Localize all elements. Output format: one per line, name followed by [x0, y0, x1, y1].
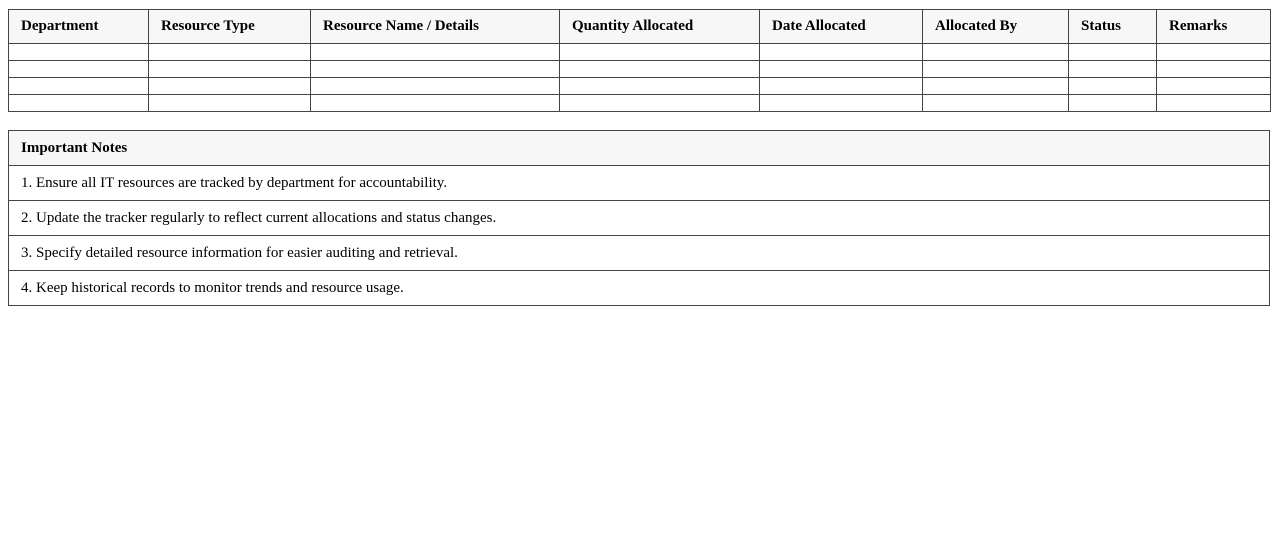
notes-title: Important Notes: [9, 131, 1270, 166]
cell-resource-name[interactable]: [311, 78, 560, 95]
cell-department[interactable]: [9, 61, 149, 78]
table-row: [9, 61, 1271, 78]
note-row: [9, 201, 1270, 236]
cell-status[interactable]: [1069, 78, 1157, 95]
cell-department[interactable]: [9, 78, 149, 95]
cell-allocated-by[interactable]: [923, 44, 1069, 61]
note-item: 1. Ensure all IT resources are tracked by department for accountability.: [9, 166, 1270, 201]
cell-allocated-by[interactable]: [923, 78, 1069, 95]
table-header-row: [9, 10, 1271, 44]
cell-remarks[interactable]: [1157, 61, 1271, 78]
column-header-allocated-by: Allocated By: [923, 10, 1069, 44]
cell-status[interactable]: [1069, 95, 1157, 112]
cell-date[interactable]: [760, 95, 923, 112]
cell-date[interactable]: [760, 44, 923, 61]
note-item: 2. Update the tracker regularly to reflect current allocations and status changes.: [9, 201, 1270, 236]
cell-department[interactable]: [9, 44, 149, 61]
cell-resource-name[interactable]: [311, 95, 560, 112]
cell-department[interactable]: [9, 95, 149, 112]
cell-quantity[interactable]: [560, 95, 760, 112]
column-header-quantity: Quantity Allocated: [560, 10, 760, 44]
cell-resource-type[interactable]: [149, 44, 311, 61]
cell-resource-name[interactable]: [311, 44, 560, 61]
cell-date[interactable]: [760, 78, 923, 95]
column-header-date: Date Allocated: [760, 10, 923, 44]
cell-allocated-by[interactable]: [923, 95, 1069, 112]
cell-remarks[interactable]: [1157, 78, 1271, 95]
table-row: [9, 78, 1271, 95]
table-row: [9, 95, 1271, 112]
column-header-remarks: Remarks: [1157, 10, 1271, 44]
note-row: [9, 271, 1270, 306]
column-header-status: Status: [1069, 10, 1157, 44]
cell-allocated-by[interactable]: [923, 61, 1069, 78]
column-header-department: Department: [9, 10, 149, 44]
cell-status[interactable]: [1069, 61, 1157, 78]
resource-tracker-table: [8, 9, 1271, 112]
cell-resource-type[interactable]: [149, 61, 311, 78]
notes-header-row: [9, 131, 1270, 166]
cell-resource-type[interactable]: [149, 78, 311, 95]
important-notes-table: [8, 130, 1270, 306]
column-header-resource-type: Resource Type: [149, 10, 311, 44]
cell-resource-type[interactable]: [149, 95, 311, 112]
cell-remarks[interactable]: [1157, 95, 1271, 112]
note-item: 3. Specify detailed resource information for easier auditing and retrieval.: [9, 236, 1270, 271]
cell-date[interactable]: [760, 61, 923, 78]
cell-remarks[interactable]: [1157, 44, 1271, 61]
cell-quantity[interactable]: [560, 78, 760, 95]
table-row: [9, 44, 1271, 61]
cell-quantity[interactable]: [560, 61, 760, 78]
cell-resource-name[interactable]: [311, 61, 560, 78]
column-header-resource-name: Resource Name / Details: [311, 10, 560, 44]
note-row: [9, 236, 1270, 271]
cell-status[interactable]: [1069, 44, 1157, 61]
note-item: 4. Keep historical records to monitor trends and resource usage.: [9, 271, 1270, 306]
cell-quantity[interactable]: [560, 44, 760, 61]
note-row: [9, 166, 1270, 201]
